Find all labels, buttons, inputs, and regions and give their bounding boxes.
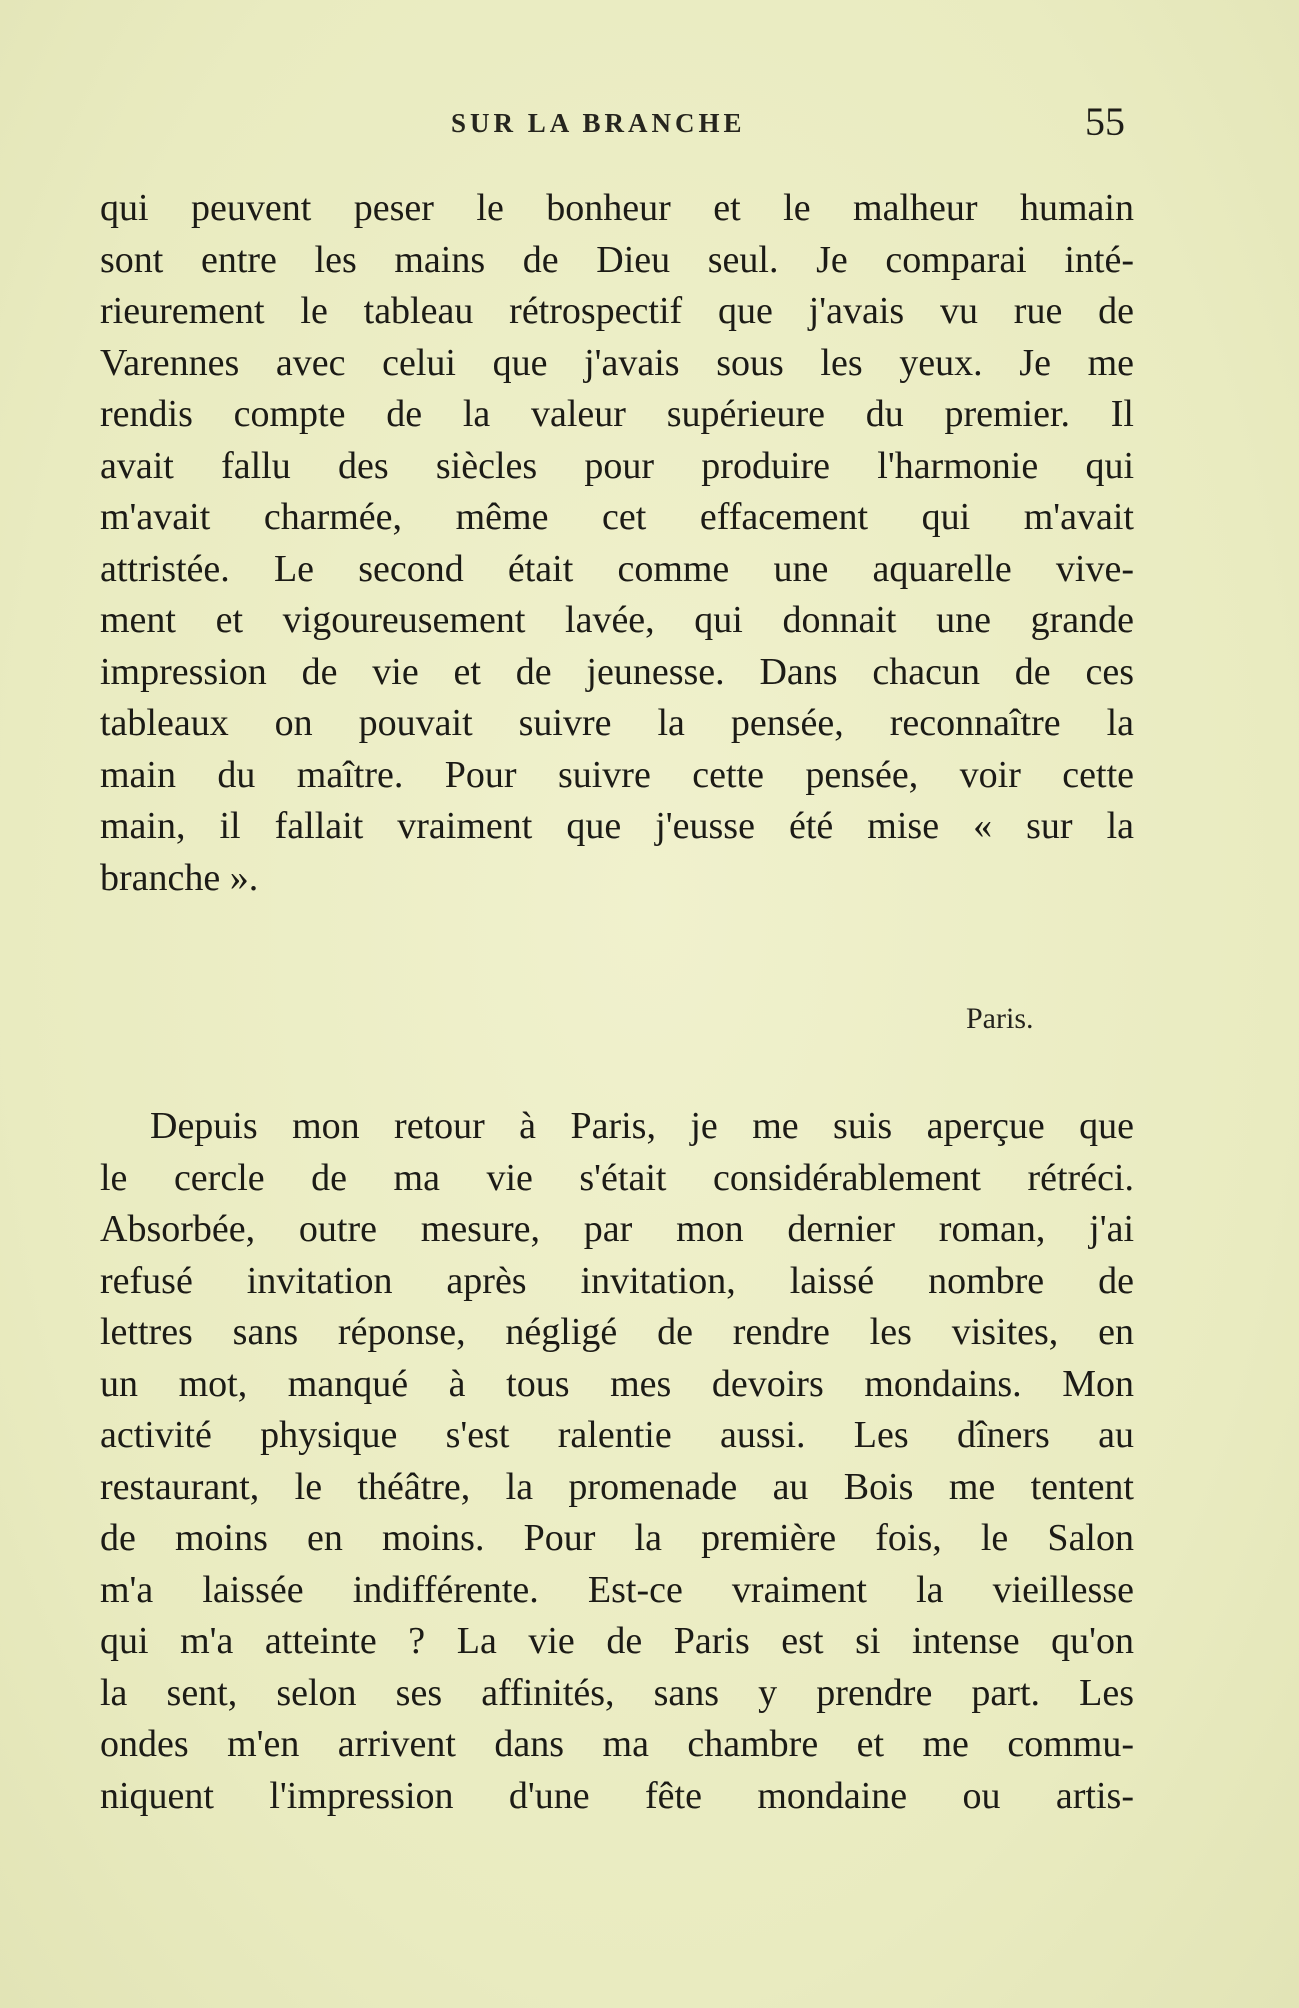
page-header: [0, 98, 1299, 158]
text-line: un mot, manqué à tous mes devoirs mondains. Mon: [100, 1362, 1134, 1405]
text-line: activité physique s'est ralentie aussi. Les dîners au: [100, 1414, 1134, 1456]
text-line: rieurement le tableau rétrospectif que j'avais vu rue de: [100, 290, 1134, 332]
text-line: le cercle de ma vie s'était considérablement rétréci.: [100, 1156, 1134, 1199]
text-line: tableaux on pouvait suivre la pensée, reconnaître la: [100, 702, 1134, 744]
paragraph-continued: [100, 183, 1134, 904]
text-line: main du maître. Pour suivre cette pensée, voir cette: [100, 753, 1134, 796]
text-line: impression de vie et de jeunesse. Dans chacun de ces: [100, 650, 1134, 693]
text-line: la sent, selon ses affinités, sans y prendre part. Les: [100, 1671, 1134, 1714]
text-line: rendis compte de la valeur supérieure du premier. Il: [100, 393, 1134, 435]
text-line: ondes m'en arrivent dans ma chambre et me commu-: [100, 1723, 1134, 1765]
text-line: branche ».: [100, 856, 259, 899]
page-number: 55: [1085, 99, 1125, 144]
text-line: restaurant, le théâtre, la promenade au Bois me tentent: [100, 1465, 1134, 1508]
text-line: Absorbée, outre mesure, par mon dernier roman, j'ai: [100, 1208, 1134, 1250]
text-line: ment et vigoureusement lavée, qui donnait une grande: [100, 599, 1134, 641]
text-line: avait fallu des siècles pour produire l'harmonie qui: [100, 444, 1134, 487]
text-line: lettres sans réponse, négligé de rendre les visites, en: [100, 1311, 1134, 1353]
text-line: de moins en moins. Pour la première fois, le Salon: [100, 1517, 1134, 1559]
paragraph-new-section: [100, 1101, 1134, 1822]
text-line: qui peuvent peser le bonheur et le malheur humain: [100, 187, 1134, 229]
text-line: m'avait charmée, même cet effacement qui m'avait: [100, 496, 1134, 538]
text-line: refusé invitation après invitation, laissé nombre de: [100, 1259, 1134, 1302]
text-line: main, il fallait vraiment que j'eusse été mise « sur la: [100, 805, 1134, 847]
text-line: m'a laissée indifférente. Est-ce vraiment la vieillesse: [100, 1568, 1134, 1611]
text-line: qui m'a atteinte ? La vie de Paris est si intense qu'on: [100, 1620, 1134, 1662]
text-line: Depuis mon retour à Paris, je me suis aperçue que: [150, 1105, 1134, 1147]
text-line: sont entre les mains de Dieu seul. Je comparai inté-: [100, 238, 1134, 281]
running-title: SUR LA BRANCHE: [451, 108, 746, 138]
place-heading: Paris.: [966, 1002, 1034, 1035]
text-line: attristée. Le second était comme une aquarelle vive-: [100, 547, 1134, 590]
text-line: Varennes avec celui que j'avais sous les yeux. Je me: [100, 341, 1134, 384]
text-line: niquent l'impression d'une fête mondaine ou artis-: [100, 1774, 1134, 1817]
